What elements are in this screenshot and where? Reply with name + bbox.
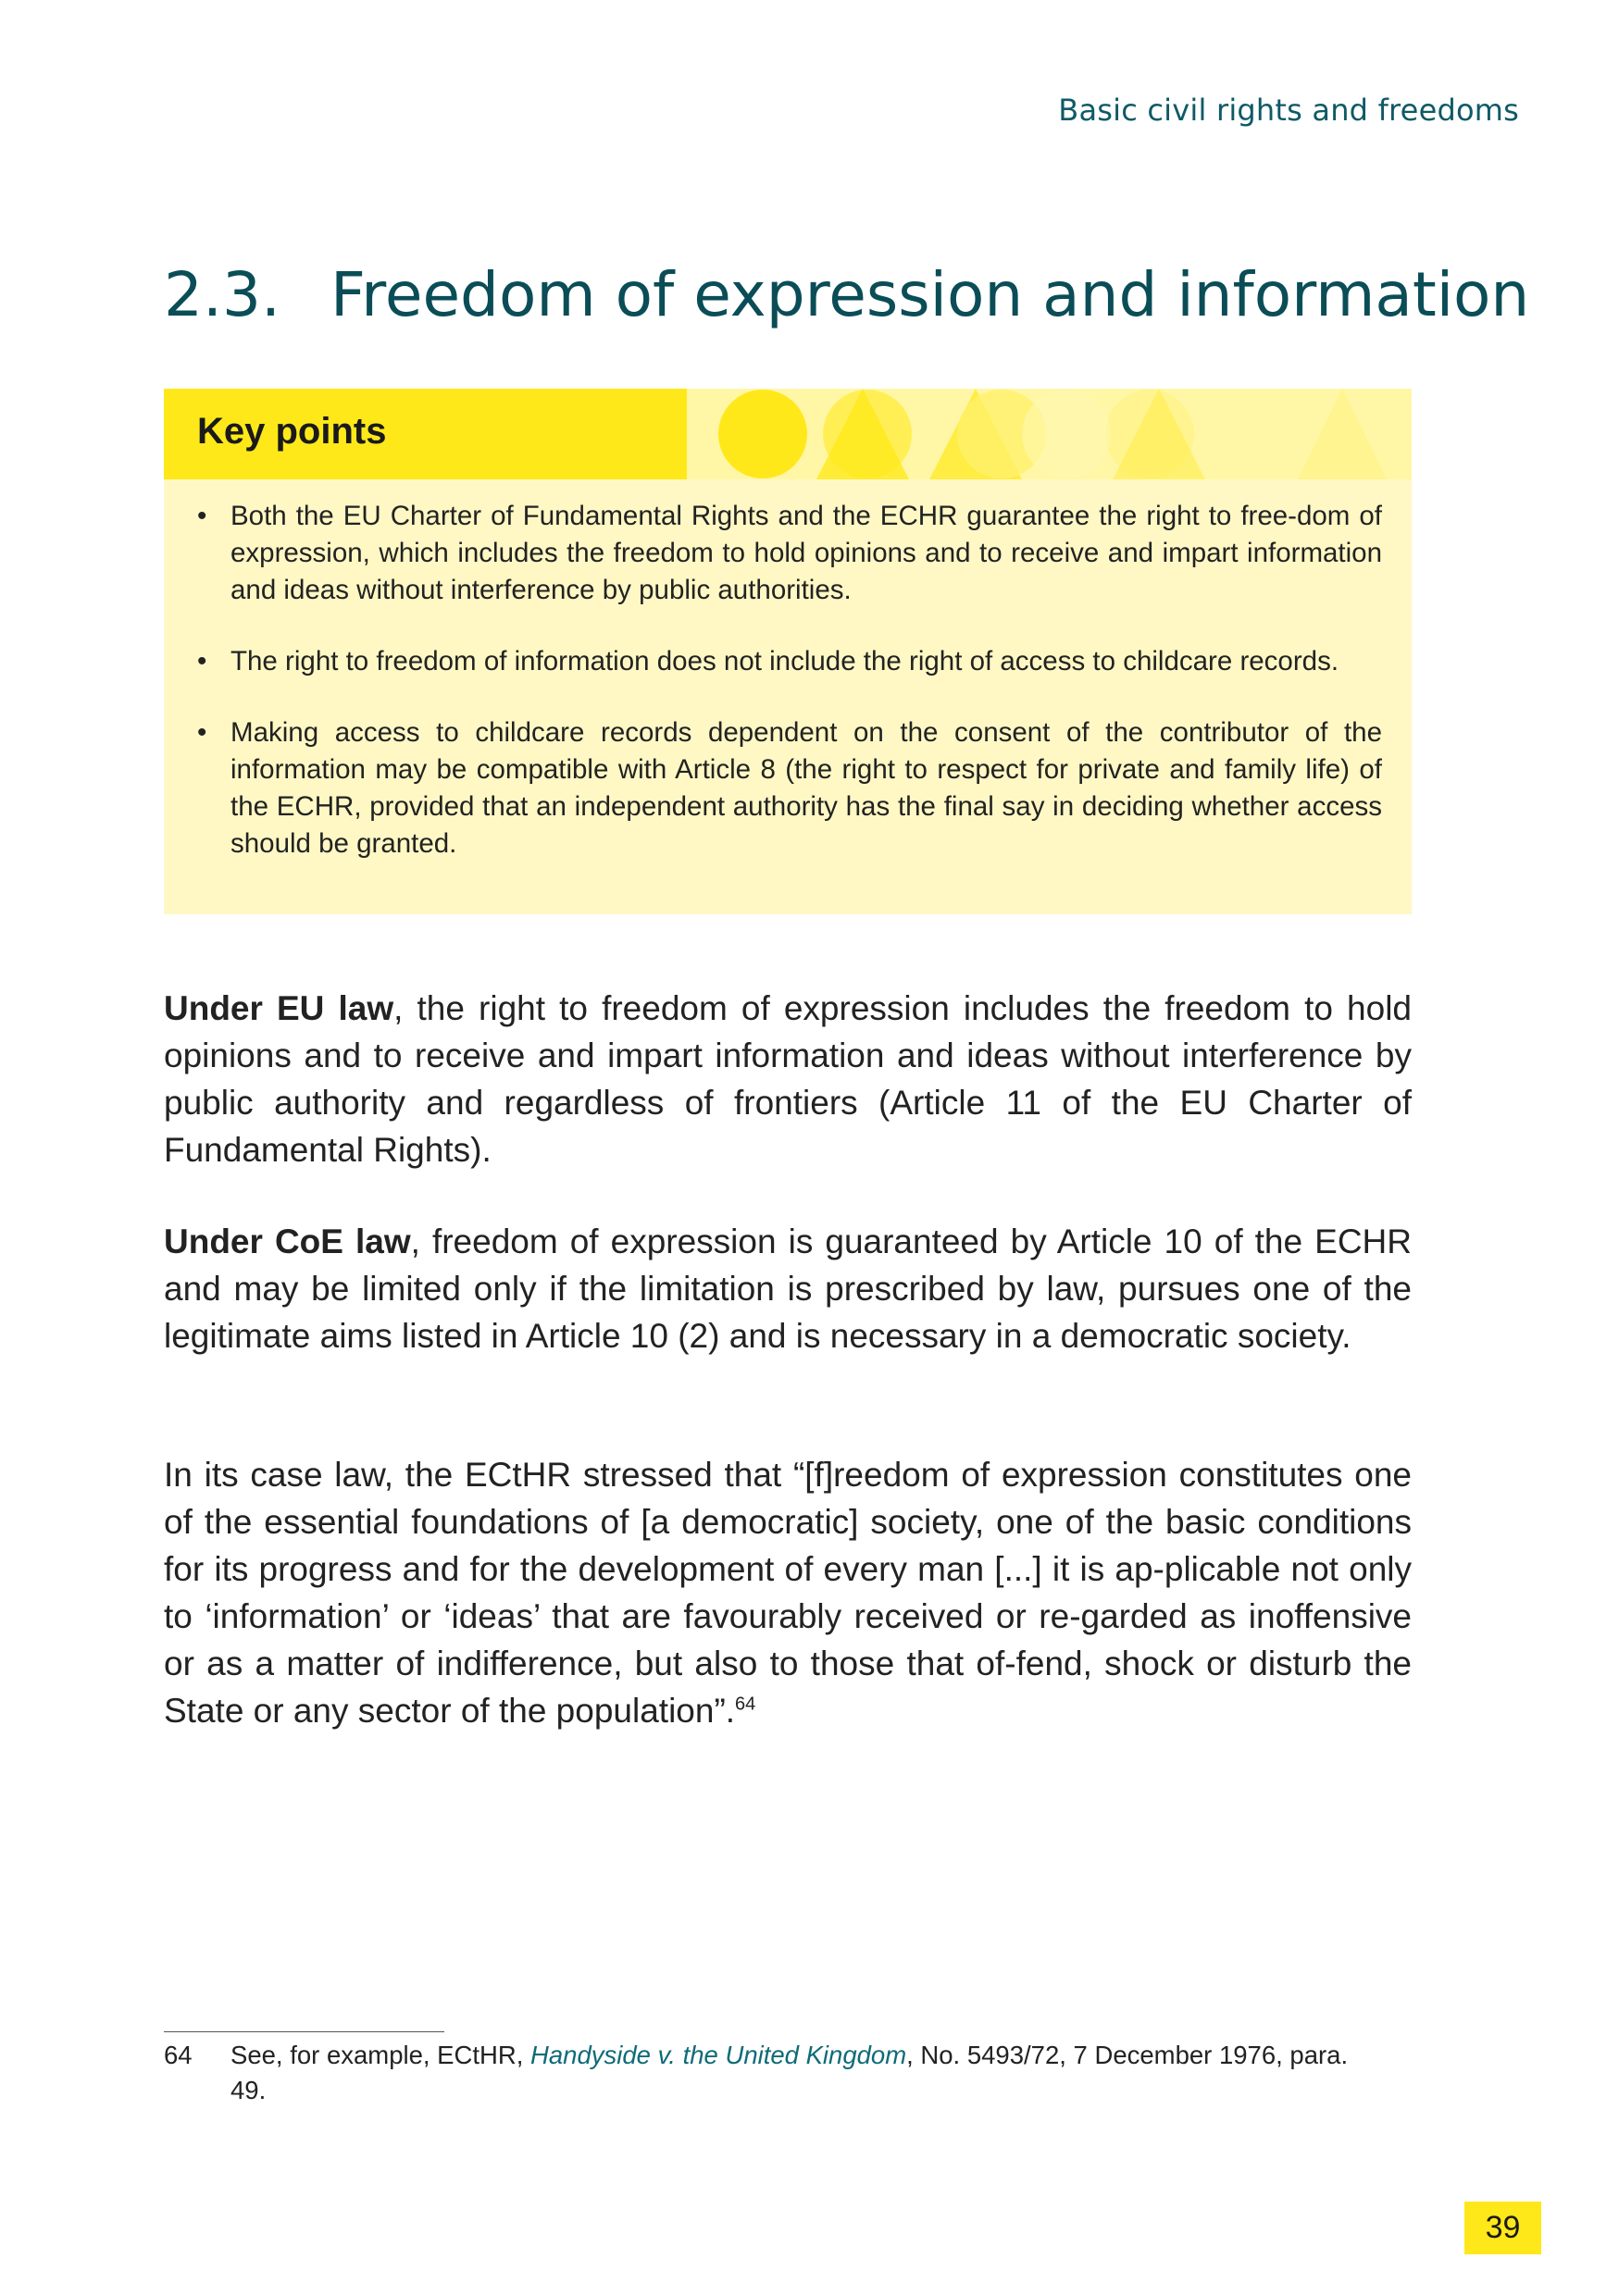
list-item: • The right to freedom of information does not include the right of access to childcare records. bbox=[197, 643, 1382, 680]
list-item: • Both the EU Charter of Fundamental Rights and the ECHR guarantee the right to free-dom of expression, which includes the freedom to hold opinions and to receive and impart information and ideas without interference by public authorities. bbox=[197, 498, 1382, 609]
decorative-shapes-icon bbox=[687, 389, 1412, 479]
footnote-text: See, for example, ECtHR, Handyside v. the United Kingdom, No. 5493/72, 7 December 1976, para. 49. bbox=[230, 2041, 1349, 2104]
bullet-icon: • bbox=[197, 717, 207, 748]
key-points-header bbox=[164, 389, 1412, 479]
paragraph-eu-law: Under EU law, the right to freedom of expression includes the freedom to hold opinions and to receive and impart information and ideas without interference by public authority and regardless of frontiers (Article 11 of the EU Charter of Fundamental Rights). bbox=[164, 989, 1412, 1169]
running-header: Basic civil rights and freedoms bbox=[1058, 93, 1519, 128]
eu-law-label: Under EU law bbox=[164, 989, 394, 1027]
coe-law-label: Under CoE law bbox=[164, 1222, 411, 1260]
footnote-reference[interactable]: 64 bbox=[735, 1694, 756, 1715]
paragraph-coe-law: Under CoE law, freedom of expression is guaranteed by Article 10 of the ECHR and may be limited only if the limitation is prescribed by law, pursues one of the legitimate aims listed in Article 10 (2) and is necessary in a democratic society. bbox=[164, 1222, 1412, 1355]
bullet-icon: • bbox=[197, 646, 207, 676]
footnote bbox=[164, 2038, 1367, 2108]
case-link[interactable]: Handyside v. the United Kingdom bbox=[530, 2041, 907, 2069]
key-points-box bbox=[164, 389, 1412, 914]
key-points-title: Key points bbox=[197, 411, 387, 452]
page-number: 39 bbox=[1464, 2202, 1541, 2254]
footnote-divider bbox=[164, 2031, 444, 2032]
section-title: Freedom of expression and information bbox=[330, 259, 1530, 330]
list-item: • Making access to childcare records dependent on the consent of the contributor of the information may be compatible with Article 8 (the right to respect for private and family life) of the ECHR, provided that an independent authority has the final say in deciding whether access should be granted. bbox=[197, 714, 1382, 863]
key-points-list bbox=[197, 498, 1382, 897]
footnote-number: 64 bbox=[164, 2041, 193, 2069]
section-number: 2.3. bbox=[164, 259, 280, 330]
section-heading bbox=[164, 259, 1529, 330]
paragraph-case-law: In its case law, the ECtHR stressed that “[f]reedom of expression constitutes one of the essential foundations of [a democratic] society, one of the basic conditions for its progress and for the development of every man [...] it is ap-plicable not only to ‘information’ or ‘ideas’ that are favourably received or re-garded as inoffensive or as a matter of indifference, but also to those that of-fend, shock or disturb the State or any sector of the population”.$^{64}$ bbox=[164, 1456, 1412, 1730]
key-points-title-bar bbox=[164, 389, 687, 479]
bullet-icon: • bbox=[197, 501, 207, 531]
